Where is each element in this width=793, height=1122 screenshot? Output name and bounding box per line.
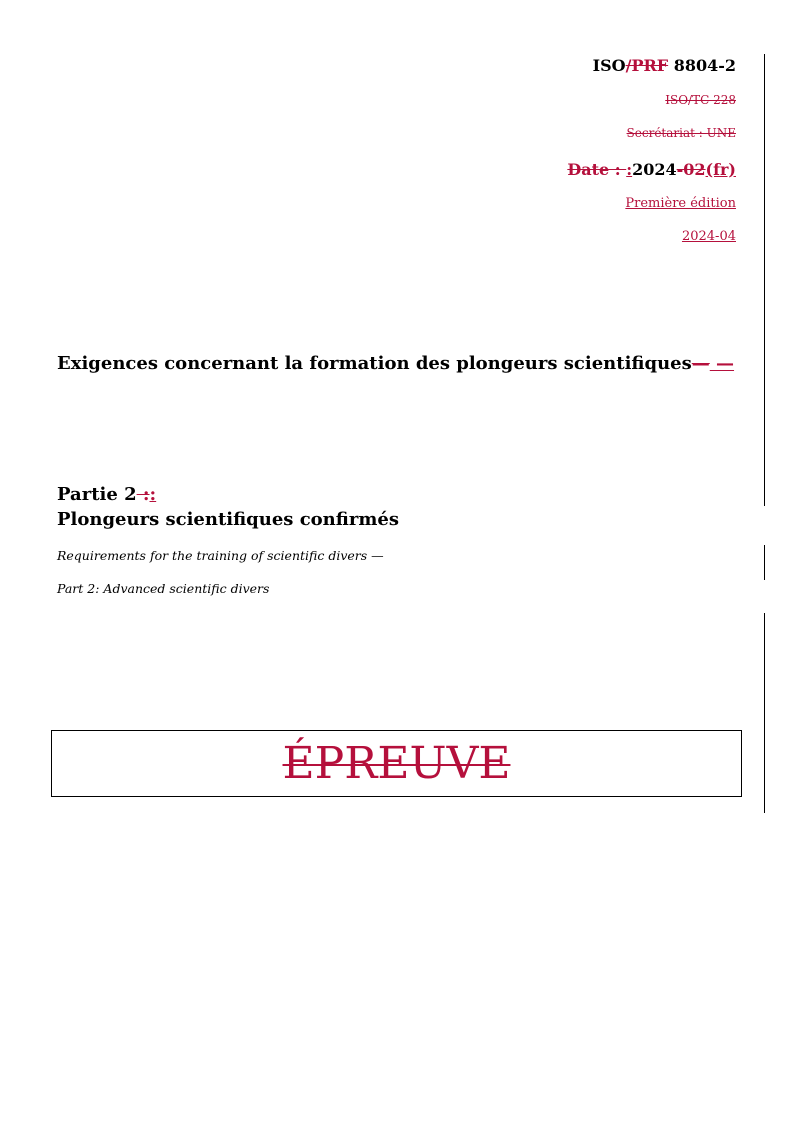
committee bbox=[665, 93, 736, 107]
english-title-line2-text: Part 2: Advanced scientific divers bbox=[57, 581, 270, 596]
main-title-deleted-dash: — bbox=[691, 353, 710, 374]
date-label-deleted: Date : bbox=[567, 160, 627, 179]
english-title-line2 bbox=[57, 581, 269, 596]
iso-deleted-prf: /PRF bbox=[625, 56, 669, 75]
secretariat-deleted: Secrétariat : UNE bbox=[626, 126, 736, 140]
proof-stamp-text: ÉPREUVE bbox=[282, 738, 511, 789]
committee-deleted: ISO/TC 228 bbox=[665, 93, 736, 107]
english-title-line1-text: Requirements for the training of scientific divers — bbox=[57, 548, 384, 563]
part-label-inserted-colon: : bbox=[149, 484, 157, 505]
edition-date-inserted: 2024-04 bbox=[681, 229, 736, 244]
iso-prefix: ISO bbox=[592, 56, 626, 75]
part-title-text: Plongeurs scientifiques confirmés bbox=[57, 509, 399, 530]
main-title-text: Exigences concernant la formation des plongeurs scientifiques bbox=[57, 353, 692, 374]
date-line bbox=[567, 160, 736, 179]
change-bar-top bbox=[764, 54, 765, 506]
date-colon-inserted: : bbox=[626, 160, 633, 179]
document-number bbox=[593, 56, 736, 75]
iso-number: 8804-2 bbox=[668, 56, 736, 75]
edition-date bbox=[682, 229, 736, 244]
part-label-text: Partie 2 bbox=[57, 484, 137, 505]
edition bbox=[625, 196, 736, 211]
part-label bbox=[57, 484, 156, 505]
date-lang-inserted: (fr) bbox=[705, 160, 736, 179]
proof-stamp-box bbox=[51, 730, 742, 797]
date-year: 2024 bbox=[632, 160, 677, 179]
edition-inserted: Première édition bbox=[625, 196, 736, 211]
part-label-deleted-colon: : bbox=[136, 484, 150, 505]
date-month-deleted: -02 bbox=[676, 160, 706, 179]
english-title-line1 bbox=[57, 548, 384, 563]
secretariat bbox=[627, 126, 736, 140]
change-bar-bottom bbox=[764, 613, 765, 813]
change-bar-middle bbox=[764, 545, 765, 580]
part-title bbox=[57, 509, 399, 530]
main-title bbox=[57, 353, 734, 374]
main-title-inserted-dash: — bbox=[709, 353, 735, 374]
